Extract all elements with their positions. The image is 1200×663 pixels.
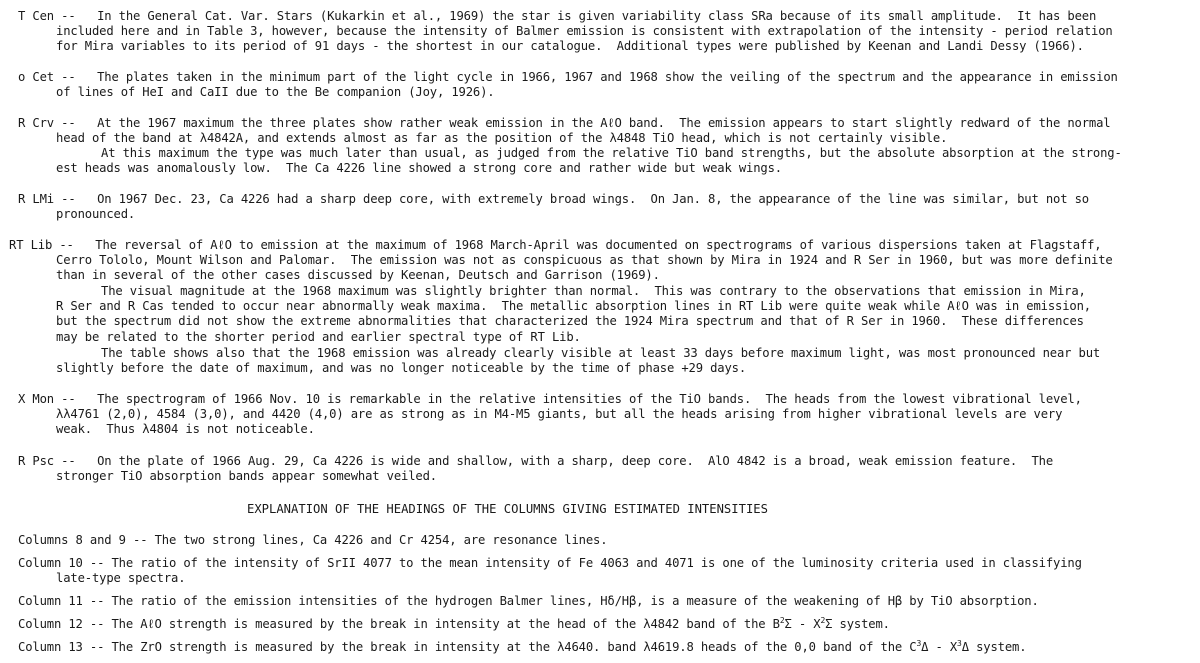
note-line: R LMi -- On 1967 Dec. 23, Ca 4226 had a sharp deep core, with extremely broad wings. On Jan. 8, the appearance of the line was similar, but not so: [18, 192, 1089, 206]
column-10-note-cont: late-type spectra.: [56, 571, 186, 585]
superscript: 3: [916, 639, 922, 648]
note-line: pronounced.: [56, 207, 136, 221]
note-line: but the spectrum did not show the extreme abnormalities that characterized the 1924 Mira spectrum and that of R Ser in 1960. These differences: [56, 314, 1084, 328]
note-line: At this maximum the type was much later than usual, as judged from the relative TiO band strengths, but the absolute absorption at the strong-: [101, 146, 1122, 160]
section-heading: EXPLANATION OF THE HEADINGS OF THE COLUMNS GIVING ESTIMATED INTENSITIES: [247, 502, 768, 516]
note-line: λλ4761 (2,0), 4584 (3,0), and 4420 (4,0) are as strong as in M4-M5 giants, but all the heads arising from higher vibrational levels are very: [56, 407, 1063, 421]
note-line: Cerro Tololo, Mount Wilson and Palomar. The emission was not as conspicuous as that shown by Mira in 1924 and R Ser in 1960, but was more definite: [56, 253, 1113, 267]
note-line: stronger TiO absorption bands appear somewhat veiled.: [56, 469, 437, 483]
note-line: X Mon -- The spectrogram of 1966 Nov. 10 is remarkable in the relative intensities of the TiO bands. The heads from the lowest vibrational level,: [18, 392, 1082, 406]
note-line: T Cen -- In the General Cat. Var. Stars (Kukarkin et al., 1969) the star is given variability class SRa because of its small amplitude. It has been: [18, 9, 1097, 23]
column-12-text: Σ - X: [784, 617, 821, 631]
note-line: RT Lib -- The reversal of AℓO to emission at the maximum of 1968 March-April was documented on spectrograms of various dispersions taken at Flagstaff,: [9, 238, 1102, 252]
column-12-text: Σ system.: [825, 617, 890, 631]
note-line: est heads was anomalously low. The Ca 4226 line showed a strong core and rather wide but weak wings.: [56, 161, 782, 175]
superscript: 2: [820, 616, 826, 625]
column-11-note: Column 11 -- The ratio of the emission intensities of the hydrogen Balmer lines, Hδ/Hβ, is a measure of the weakening of Hβ by TiO absorption.: [18, 594, 1039, 608]
column-13-text: Δ system.: [961, 640, 1027, 654]
note-line: R Ser and R Cas tended to occur near abnormally weak maxima. The metallic absorption lines in RT Lib were quite weak while AℓO was in emission,: [56, 299, 1091, 313]
column-13-note: [18, 640, 1026, 655]
note-line: The visual magnitude at the 1968 maximum was slightly brighter than normal. This was contrary to the observations that emission in Mira,: [101, 284, 1086, 298]
column-12-note: [18, 617, 890, 632]
note-line: slightly before the date of maximum, and was no longer noticeable by the time of phase +29 days.: [56, 361, 746, 375]
note-line: R Psc -- On the plate of 1966 Aug. 29, Ca 4226 is wide and shallow, with a sharp, deep core. AlO 4842 is a broad, weak emission feature. The: [18, 454, 1053, 468]
column-12-text: Column 12 -- The AℓO strength is measured by the break in intensity at the head of the λ4842 band of the B: [18, 617, 780, 631]
note-line: of lines of HeI and CaII due to the Be companion (Joy, 1926).: [56, 85, 495, 99]
note-line: weak. Thus λ4804 is not noticeable.: [56, 422, 315, 436]
note-line: R Crv -- At the 1967 maximum the three plates show rather weak emission in the AℓO band. The emission appears to start slightly redward of the normal: [18, 116, 1111, 130]
note-line: for Mira variables to its period of 91 days - the shortest in our catalogue. Additional types were published by Keenan and Landi Dessy (1966).: [56, 39, 1084, 53]
column-13-text: Column 13 -- The ZrO strength is measured by the break in intensity at the λ4640. band λ4619.8 heads of the 0,0 band of the C: [18, 640, 917, 654]
note-line: than in several of the other cases discussed by Keenan, Deutsch and Garrison (1969).: [56, 268, 660, 282]
superscript: 2: [779, 616, 785, 625]
note-line: may be related to the shorter period and earlier spectral type of RT Lib.: [56, 330, 581, 344]
column-8-9-note: Columns 8 and 9 -- The two strong lines, Ca 4226 and Cr 4254, are resonance lines.: [18, 533, 608, 547]
note-line: included here and in Table 3, however, because the intensity of Balmer emission is consistent with extrapolation of the intensity - period relation: [56, 24, 1113, 38]
superscript: 3: [957, 639, 962, 648]
column-13-text: Δ - X: [921, 640, 958, 654]
note-line: o Cet -- The plates taken in the minimum part of the light cycle in 1966, 1967 and 1968 show the veiling of the spectrum and the appearance in emission: [18, 70, 1118, 84]
note-line: The table shows also that the 1968 emission was already clearly visible at least 33 days before maximum light, was most pronounced near but: [101, 346, 1101, 360]
note-line: head of the band at λ4842A, and extends almost as far as the position of the λ4848 TiO head, which is not certainly visible.: [56, 131, 948, 145]
column-10-note: Column 10 -- The ratio of the intensity of SrII 4077 to the mean intensity of Fe 4063 and 4071 is one of the luminosity criteria used in classifying: [18, 556, 1082, 570]
